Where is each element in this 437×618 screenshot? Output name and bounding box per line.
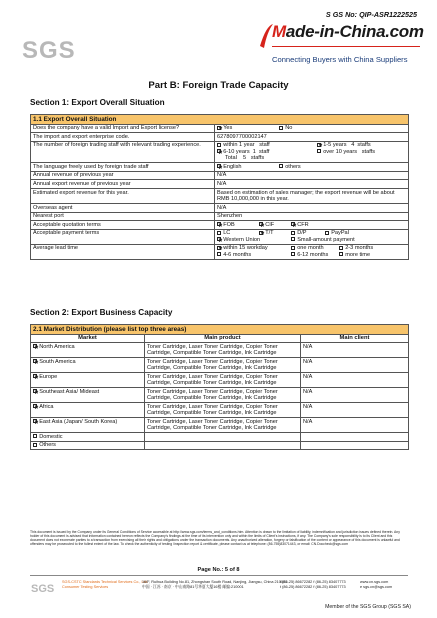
made-in-china-logo [258,22,424,70]
option-label: PayPal [331,230,349,237]
checkbox-checked-icon[interactable] [33,374,37,378]
option-label: 6-12 months [297,251,329,258]
product-cell: Toner Cartridge, Laser Toner Cartridge, Copier Toner Cartridge, Compatible Toner Cartridge, Ink Cartridge [145,358,301,373]
checkbox-checked-icon[interactable] [217,222,221,226]
table-row [31,244,409,259]
table-row [31,388,409,403]
row-label: Overseas agent [31,203,215,212]
product-cell [145,433,301,442]
checkbox-checked-icon[interactable] [33,359,37,363]
checkbox-icon[interactable] [317,149,321,153]
checkbox-icon[interactable] [217,143,221,147]
row-value: N/A [215,171,409,180]
checkbox-icon[interactable] [291,246,295,250]
total-count: 5 [243,155,247,162]
option-unit: staffs [361,148,376,155]
checkbox-icon[interactable] [291,252,295,256]
table-row [31,418,409,433]
option-label: Small-amount payment [297,236,355,243]
table-row [31,124,409,133]
row-label: Estimated export revenue for this year. [31,188,215,203]
product-cell: Toner Cartridge, Laser Toner Cartridge, Copier Toner Cartridge, Compatible Toner Cartridge, Ink Cartridge [145,388,301,403]
row-value: Shenzhen [215,212,409,221]
footer-web [360,580,392,590]
sgs-logo [20,36,88,64]
option-unit: staff [259,142,270,149]
mic-logo-text: ade-in-China.com [285,22,424,41]
footer-email[interactable]: e sgs.cn@sgs.com [360,585,393,589]
footer-address-line: 16/F, Ruihua Building No.81, Zhongshan South Road, Nanjing, Jiangsu, China 210001 [142,580,288,584]
market-cell [31,358,145,373]
option-label: more time [345,251,371,258]
client-cell [301,433,409,442]
option-label: one month [297,245,324,252]
table-header: 2.1 Market Distribution (please list top three areas) [31,325,409,335]
option-label: No [285,125,293,132]
table-row [31,133,409,142]
mic-tagline: Connecting Buyers with China Suppliers [272,55,408,64]
market-cell [31,433,145,442]
market-cell [31,373,145,388]
row-label: The number of foreign trading staff with relevant trading experience. [31,141,215,162]
row-value: Based on estimation of sales manager; the export revenue will be about RMB 10,000,000 in this year. [215,188,409,203]
mic-divider [272,46,420,47]
table-row [31,221,409,230]
table-row [31,141,409,162]
sgs-report-number: S GS No: QIP-ASR1222525 [325,10,417,19]
option-label: English [223,163,242,170]
client-cell: N/A [301,403,409,418]
table-row [31,433,409,442]
option-label: 4-6 months [223,251,252,258]
disclaimer-text: This document is issued by the Company under its General Conditions of Service accessible at http://www.sgs.com/terms_and_conditions.htm. Attention is drawn to the limitation of liability, indemnification and jurisdiction issues defined therein. Any holder of this document is advised that information contained hereon reflects the Company's findings at the time of its intervention only and within the limits of Client's instructions, if any. The Company's sole responsibility is to its Client and this document does not exonerate parties to a transaction from exercising all their rights and obligations under the transaction documents. Any unauthorized alteration, forgery or falsification of the content or appearance of this document is unlawful and offenders may be prosecuted to the fullest extent of the law. To check the authenticity of testing /inspection report & certificate, please contact us at telephone: (86-755)83071443, or email: CN.Doccheck@sgs.com [30,530,400,546]
option-label: CFR [297,221,309,228]
checkbox-checked-icon[interactable] [291,222,295,226]
footer-phone-line: t (86-25) 86672282 f (86-25) 83407773 [280,585,346,589]
table-row [31,171,409,180]
market-cell [31,388,145,403]
row-value: 6278097700002147 [215,133,409,142]
market-label: Others [39,442,56,449]
row-label: Does the company have a valid Import and Export license? [31,124,215,133]
market-cell [31,403,145,418]
footer-phone [280,580,346,590]
option-label: within 15 workday [223,245,268,252]
market-label: North America [39,343,75,350]
table-header: 1.1 Export Overall Situation [31,115,409,125]
footer-website[interactable]: www.cn.sgs.com [360,580,389,584]
option-label: CIF [265,221,275,228]
table-row [31,188,409,203]
product-cell [145,441,301,450]
checkbox-icon[interactable] [217,252,221,256]
client-cell: N/A [301,358,409,373]
option-unit: staffs [357,142,371,149]
option-label: FOB [223,221,235,228]
checkbox-checked-icon[interactable] [259,222,263,226]
checkbox-checked-icon[interactable] [217,149,221,153]
option-count: 1 [252,148,256,155]
row-value: N/A [215,203,409,212]
section2-title: Section 2: Export Business Capacity [30,308,173,317]
checkbox-icon[interactable] [33,434,37,438]
section1-title: Section 1: Export Overall Situation [30,98,165,107]
client-cell: N/A [301,343,409,358]
option-label: D/P [297,230,307,237]
column-header-product: Main product [145,334,301,343]
total-unit: staffs [250,155,265,162]
market-label: Africa [39,403,54,410]
table-row [31,403,409,418]
table-row [31,180,409,189]
product-cell: Toner Cartridge, Laser Toner Cartridge, Copier Toner Cartridge, Compatible Toner Cartridge, Ink Cartridge [145,418,301,433]
client-cell [301,441,409,450]
checkbox-icon[interactable] [217,231,221,235]
client-cell: N/A [301,418,409,433]
checkbox-checked-icon[interactable] [217,246,221,250]
checkbox-checked-icon[interactable] [33,389,37,393]
svg-text:SGS: SGS [22,37,76,64]
export-overall-table [30,114,409,260]
market-cell [31,343,145,358]
checkbox-icon[interactable] [279,164,283,168]
mic-logo-initial: M [272,22,286,41]
checkbox-icon[interactable] [279,126,283,130]
checkbox-checked-icon[interactable] [259,231,263,235]
column-header-market: Market [31,334,145,343]
checkbox-checked-icon[interactable] [33,404,37,408]
option-label: Western Union [223,236,261,243]
part-title: Part B: Foreign Trade Capacity [148,80,289,91]
option-label: Yes [223,125,233,132]
column-header-row [31,334,409,343]
footer-divider [30,575,408,576]
market-label: East Asia (Japan/ South Korea) [39,418,118,425]
table-row [31,163,409,172]
option-label: 6-10 years [223,148,250,155]
page-number: Page No.: 5 of 8 [197,567,240,573]
option-unit: staff [258,148,270,155]
checkbox-checked-icon[interactable] [33,419,37,423]
market-cell [31,441,145,450]
total-label: Total [225,155,237,162]
checkbox-icon[interactable] [291,237,295,241]
product-cell: Toner Cartridge, Laser Toner Cartridge, Copier Toner Cartridge, Compatible Toner Cartridge, Ink Cartridge [145,403,301,418]
market-cell [31,418,145,433]
row-label: Average lead time [31,244,215,259]
option-label: LC [223,230,231,237]
checkbox-icon[interactable] [339,246,343,250]
table-row [31,343,409,358]
option-label: 1-5 years [323,142,347,149]
market-label: Southeast Asia/ Mideast [39,388,100,395]
market-distribution-table [30,324,409,450]
option-count: 4 [351,142,355,149]
market-label: South America [39,358,76,365]
market-label: Domestic [39,433,63,440]
table-row [31,203,409,212]
checkbox-checked-icon[interactable] [33,344,37,348]
footer-phone-line: t (86-25) 86672282 f (86-25) 83407773 [280,580,346,584]
checkbox-checked-icon[interactable] [217,164,221,168]
option-label: 2-3 months [345,245,374,252]
option-label: within 1 year [223,142,255,149]
checkbox-icon[interactable] [339,252,343,256]
row-label: Acceptable quotation terms [31,221,215,230]
table-row [31,229,409,244]
product-cell: Toner Cartridge, Laser Toner Cartridge, Copier Toner Cartridge, Compatible Toner Cartridge, Ink Cartridge [145,343,301,358]
member-text: Member of the SGS Group (SGS SA) [325,604,411,610]
checkbox-checked-icon[interactable] [217,237,221,241]
sgs-footer-logo [30,578,60,600]
table-row [31,358,409,373]
checkbox-checked-icon[interactable] [317,143,321,147]
product-cell: Toner Cartridge, Laser Toner Cartridge, Copier Toner Cartridge, Compatible Toner Cartridge, Ink Cartridge [145,373,301,388]
checkbox-icon[interactable] [33,443,37,447]
row-label: The import and export enterprise code. [31,133,215,142]
checkbox-icon[interactable] [325,231,329,235]
footer-address-line: 中国 · 江苏 · 南京 · 中山南路81号华夏大厦16楼 邮编:210001 [142,585,244,589]
client-cell: N/A [301,373,409,388]
option-label: over 10 years [323,148,358,155]
option-label: T/T [265,230,274,237]
checkbox-icon[interactable] [291,231,295,235]
svg-text:SGS: SGS [31,583,55,595]
row-value: N/A [215,180,409,189]
row-label: Annual revenue of previous year [31,171,215,180]
checkbox-checked-icon[interactable] [217,126,221,130]
option-label: others [285,163,301,170]
client-cell: N/A [301,388,409,403]
table-row [31,441,409,450]
footer-org-line: Consumer Testing Services [62,585,109,589]
footer-org-line: SGS-CSTC Standards Technical Services Co., Ltd. [62,580,148,584]
row-label: Annual export revenue of previous year [31,180,215,189]
table-row [31,212,409,221]
footer-address [142,580,287,590]
row-label: Nearest port [31,212,215,221]
table-row [31,373,409,388]
column-header-client: Main client [301,334,409,343]
row-label: Acceptable payment terms [31,229,215,244]
market-label: Europe [39,373,58,380]
row-label: The language freely used by foreign trade staff [31,163,215,172]
footer-organization [62,580,148,590]
